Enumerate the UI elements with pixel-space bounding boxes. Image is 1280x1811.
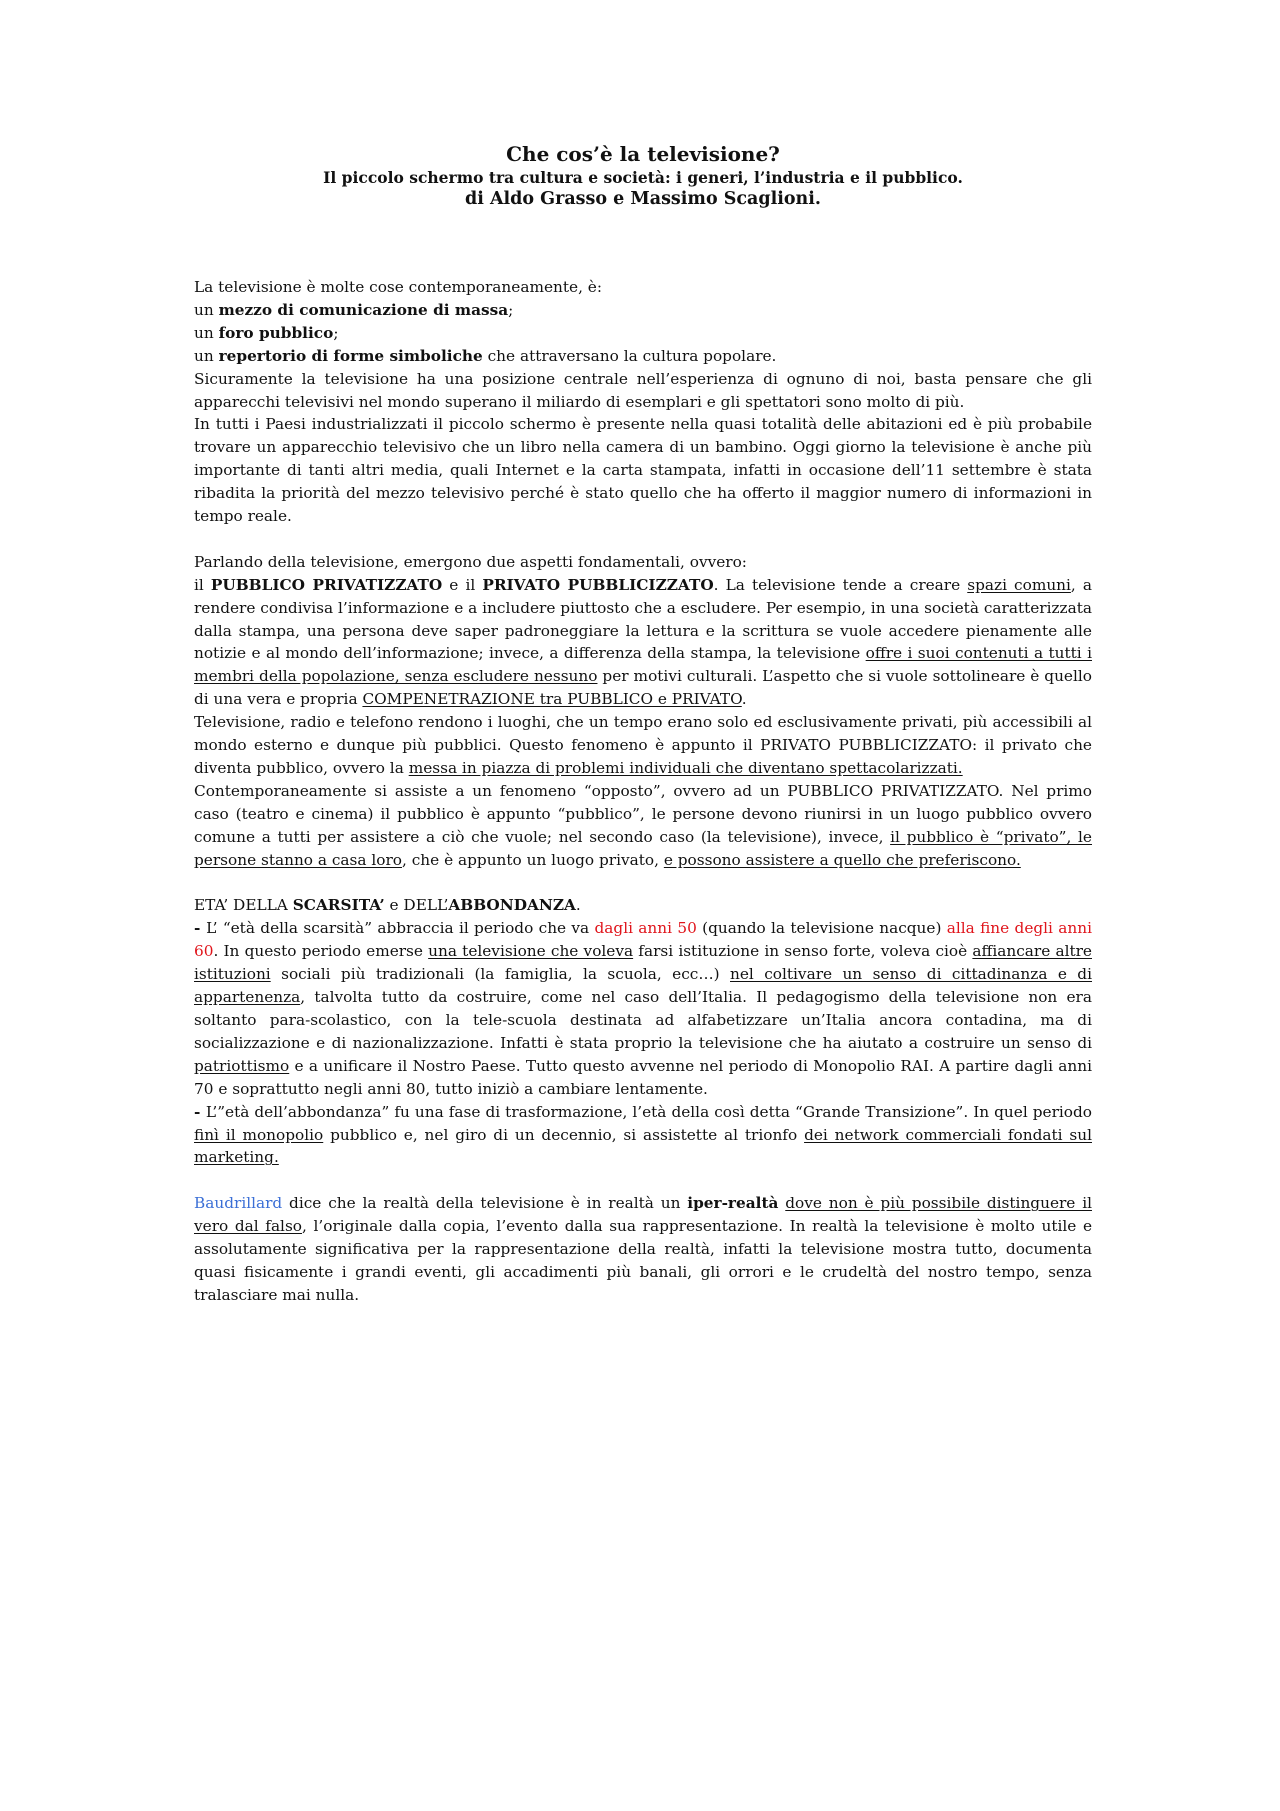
eras-heading: ETA’ DELLA SCARSITA’ e DELL’ABBONDANZA. [194,896,581,915]
eras-abundance-paragraph: - L’”età dell’abbondanza” fu una fase di trasformazione, l’età della così detta “Grande Transizione”. In quel periodo finì il monopolio pubblico e, nel giro di un decennio, si assistette al trionfo dei network commerciali fondati sul marketing. [194,1102,1092,1167]
aspects-paragraph-2: Televisione, radio e telefono rendono i luoghi, che un tempo erano solo ed esclusivamente privati, più accessibili al mondo esterno e dunque più pubblici. Questo fenomeno è appunto il PRIVATO PUBBLICIZZATO: il privato che diventa pubblico, ovvero la messa in piazza di problemi individuali che diventano spettacolarizzati. [194,713,1092,778]
document-body [194,276,1092,1307]
page-title: Che cos’è la televisione? [506,142,780,166]
intro-item-public-forum: un foro pubblico; [194,323,339,342]
baudrillard-paragraph: Baudrillard dice che la realtà della televisione è in realtà un iper-realtà dove non è più possibile distinguere il vero dal falso, l’originale dalla copia, l’evento dalla sua rappresentazione. In realtà la televisione è molto utile e assolutamente significativa per la rappresentazione della realtà, infatti la televisione mostra tutto, documenta quasi fisicamente i grandi eventi, gli accadimenti più banali, gli orrori e le crudeltà del nostro tempo, senza tralasciare mai nulla. [194,1194,1092,1304]
page-subtitle: Il piccolo schermo tra cultura e società: i generi, l’industria e il pubblico. [323,168,963,187]
intro-item-symbolic-forms: un repertorio di forme simboliche che attraversano la cultura popolare. [194,346,777,365]
page-authors: di Aldo Grasso e Massimo Scaglioni. [464,189,822,209]
intro-item-mass-media: un mezzo di comunicazione di massa; [194,300,514,319]
intro-paragraph-2: In tutti i Paesi industrializzati il piccolo schermo è presente nella quasi totalità delle abitazioni ed è più probabile trovare un apparecchio televisivo che un libro nella camera di un bambino. Oggi giorno la televisione è anche più importante di tanti altri media, quali Internet e la carta stampata, infatti in occasione dell’11 settembre è stata ribadita la priorità del mezzo televisivo perché è stato quello che ha offerto il maggior numero di informazioni in tempo reale. [194,415,1092,526]
aspects-intro-line: Parlando della televisione, emergono due aspetti fondamentali, ovvero: [194,552,747,571]
paragraph-gap [194,872,1092,895]
paragraph-gap [194,528,1092,551]
paragraph-gap [194,1169,1092,1192]
aspects-paragraph-3: Contemporaneamente si assiste a un fenomeno “opposto”, ovvero ad un PUBBLICO PRIVATIZZATO. Nel primo caso (teatro e cinema) il pubblico è appunto “pubblico”, le persone devono riunirsi in un luogo pubblico ovvero comune a tutti per assistere a ciò che vuole; nel secondo caso (la televisione), invece, il pubblico è “privato”, le persone stanno a casa loro, che è appunto un luogo privato, e possono assistere a quello che preferiscono. [194,781,1092,869]
aspects-paragraph-1: il PUBBLICO PRIVATIZZATO e il PRIVATO PUBBLICIZZATO. La televisione tende a creare spazi comuni, a rendere condivisa l’informazione e a includere piuttosto che a escludere. Per esempio, in una società caratterizzata dalla stampa, una persona deve saper padroneggiare la lettura e la scrittura se vuole accedere pienamente alle notizie e al mondo dell’informazione; invece, a differenza della stampa, la televisione offre i suoi contenuti a tutti i membri della popolazione, senza escludere nessuno per motivi culturali. L’aspetto che si vuole sottolineare è quello di una vera e propria COMPENETRAZIONE tra PUBBLICO e PRIVATO. [194,575,1092,709]
intro-line: La televisione è molte cose contemporaneamente, è: [194,278,602,296]
eras-scarcity-paragraph: - L’ “età della scarsità” abbraccia il periodo che va dagli anni 50 (quando la televisione nacque) alla fine degli anni 60. In questo periodo emerse una televisione che voleva farsi istituzione in senso forte, voleva cioè affiancare altre istituzioni sociali più tradizionali (la famiglia, la scuola, ecc…) nel coltivare un senso di cittadinanza e di appartenenza, talvolta tutto da costruire, come nel caso dell’Italia. Il pedagogismo della televisione non era soltanto para-scolastico, con la tele-scuola destinata ad alfabetizzare un’Italia ancora contadina, ma di socializzazione e di nazionalizzazione. Infatti è stata proprio la televisione che ha aiutato a costruire un senso di patriottismo e a unificare il Nostro Paese. Tutto questo avvenne nel periodo di Monopolio RAI. A partire dagli anni 70 e soprattutto negli anni 80, tutto iniziò a cambiare lentamente. [194,919,1092,1098]
intro-paragraph-1: Sicuramente la televisione ha una posizione centrale nell’esperienza di ognuno di noi, basta pensare che gli apparecchi televisivi nel mondo superano il miliardo di esemplari e gli spettatori sono molto di più. [194,369,1092,411]
document-header [194,141,1092,211]
